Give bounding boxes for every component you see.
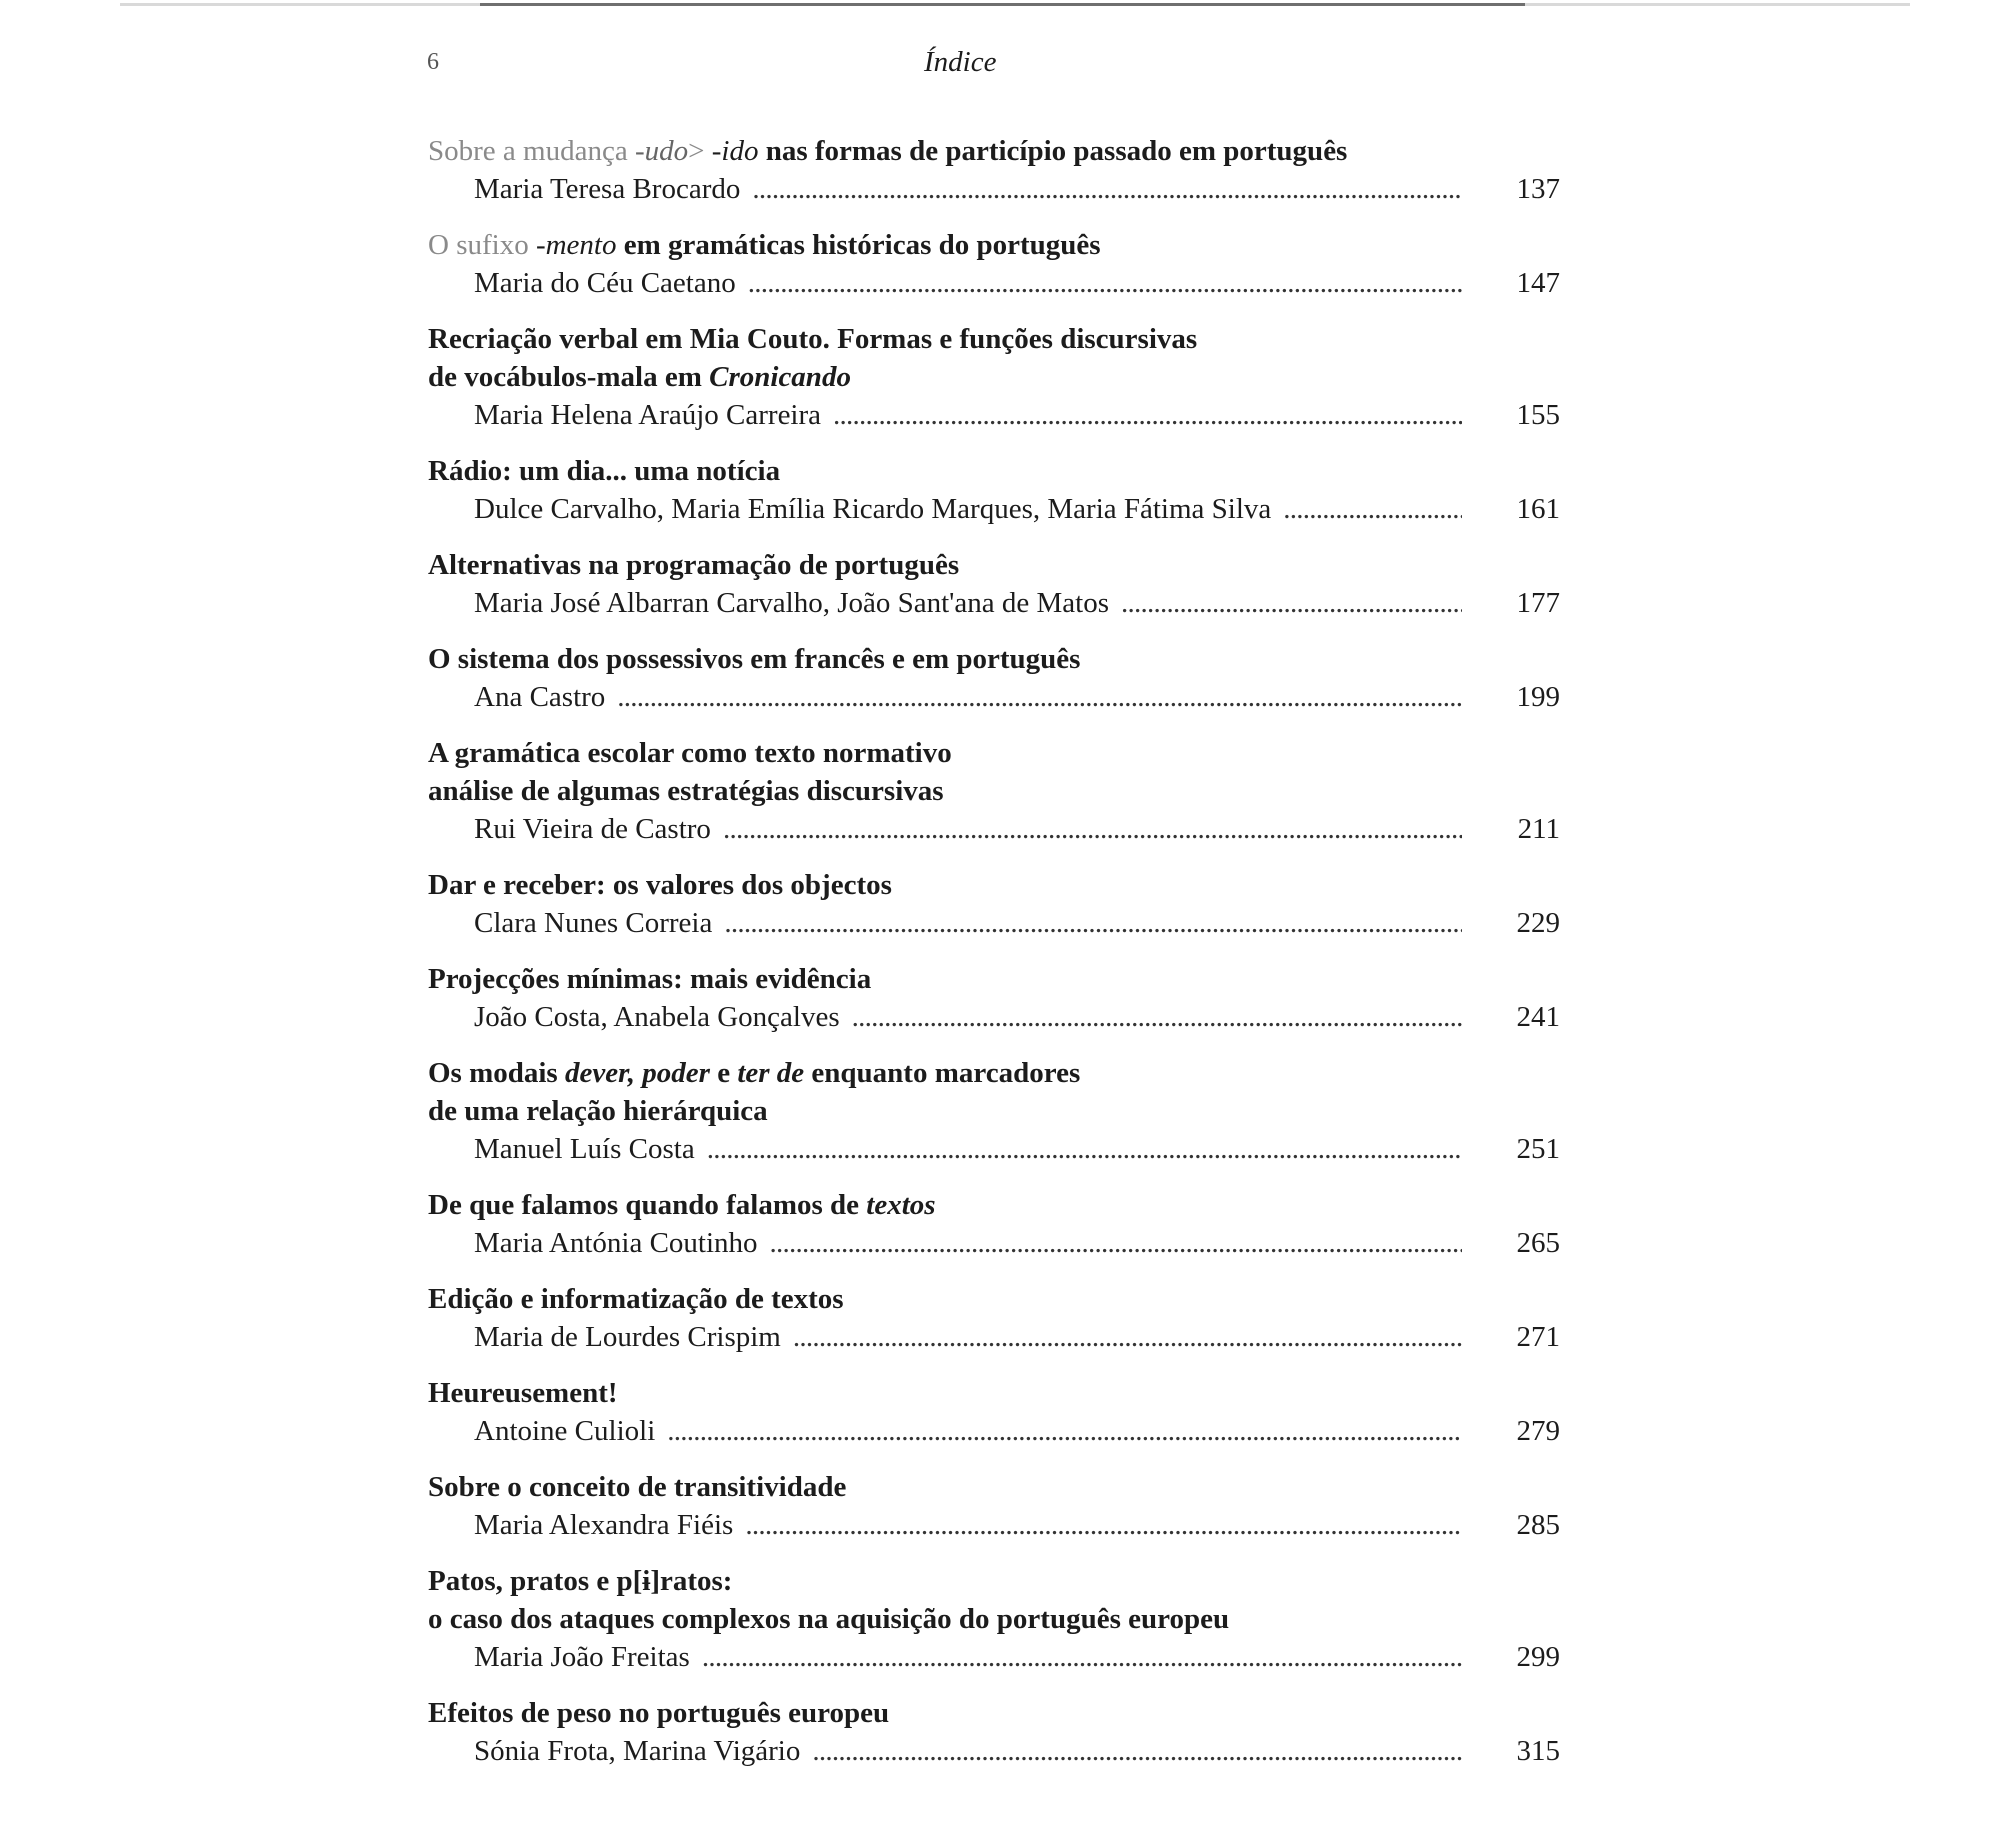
dot-leader	[702, 1638, 1462, 1676]
toc-entry-author: Maria Teresa Brocardo	[474, 173, 741, 205]
toc-entry-page-number: 229	[1516, 907, 1560, 939]
title-segment: Rádio: um dia... uma notícia	[428, 455, 781, 487]
toc-entry-page-number: 251	[1516, 1133, 1560, 1165]
title-segment: nas formas de particípio passado em português	[758, 135, 1348, 167]
dot-leader	[724, 904, 1462, 942]
toc-entry-author-line	[428, 264, 1560, 302]
toc-entry	[428, 132, 1560, 208]
title-segment: Recriação verbal em Mia Couto. Formas e funções discursivas	[428, 323, 1198, 355]
toc-entry-page-number: 285	[1516, 1509, 1560, 1541]
toc-entry	[428, 452, 1560, 528]
toc-entry-title	[428, 772, 1560, 810]
toc-entry-title	[428, 1374, 1560, 1412]
toc-entry-title	[428, 1092, 1560, 1130]
toc-entry-author: Maria de Lourdes Crispim	[474, 1321, 781, 1353]
toc-entry-page-number: 265	[1516, 1227, 1560, 1259]
title-segment: e	[709, 1057, 738, 1089]
toc-entry	[428, 1186, 1560, 1262]
dot-leader	[1283, 490, 1462, 528]
dot-leader	[723, 810, 1462, 848]
title-segment: enquanto marcadores	[804, 1057, 1081, 1089]
toc-entry-author: João Costa, Anabela Gonçalves	[474, 1001, 840, 1033]
dot-leader	[707, 1130, 1462, 1168]
toc-entry-author: Maria Helena Araújo Carreira	[474, 399, 822, 431]
toc-entry-page-number: 241	[1516, 1001, 1560, 1033]
toc-entry	[428, 1280, 1560, 1356]
toc-entry-author-line	[428, 810, 1560, 848]
title-segment: De que falamos quando falamos de	[428, 1189, 867, 1221]
toc-entry	[428, 1694, 1560, 1770]
toc-entry	[428, 1374, 1560, 1450]
title-segment: Dar e receber: os valores dos objectos	[428, 869, 892, 901]
toc-entry-author: Maria José Albarran Carvalho, João Sant'ana de Matos	[474, 587, 1109, 619]
toc-entry-title	[428, 132, 1560, 170]
title-segment: Projecções mínimas: mais evidência	[428, 963, 872, 995]
toc-entry-author-line	[428, 1732, 1560, 1770]
toc-entry	[428, 960, 1560, 1036]
title-segment: Sobre o conceito de transitividade	[428, 1471, 847, 1503]
toc-entry-author: Maria Antónia Coutinho	[474, 1227, 758, 1259]
toc-entry-author-line	[428, 998, 1560, 1036]
toc-entry-author-line	[428, 678, 1560, 716]
toc-entry-author-line	[428, 1412, 1560, 1450]
title-segment: O sufixo	[428, 229, 536, 261]
title-segment: O sistema dos possessivos em francês e em português	[428, 643, 1081, 675]
title-segment: Cronicando	[709, 361, 851, 393]
title-segment: -udo	[634, 135, 689, 167]
toc-entry	[428, 226, 1560, 302]
toc-entry-author-line	[428, 396, 1560, 434]
title-segment: de uma relação hierárquica	[428, 1095, 768, 1127]
title-segment: A gramática escolar como texto normativo	[428, 737, 952, 769]
toc-entry	[428, 866, 1560, 942]
toc-entry-author: Antoine Culioli	[474, 1415, 656, 1447]
toc-entry-author: Maria do Céu Caetano	[474, 267, 736, 299]
toc-entry	[428, 320, 1560, 434]
toc-entry-page-number: 199	[1516, 681, 1560, 713]
toc-entry-title	[428, 320, 1560, 358]
title-segment: Edição e informatização de textos	[428, 1283, 844, 1315]
dot-leader	[752, 170, 1462, 208]
dot-leader	[748, 264, 1462, 302]
dot-leader	[793, 1318, 1462, 1356]
toc-entry	[428, 1468, 1560, 1544]
dot-leader	[745, 1506, 1462, 1544]
toc-entry-title	[428, 960, 1560, 998]
toc-entry-page-number: 299	[1516, 1641, 1560, 1673]
toc-entry-title	[428, 1562, 1560, 1600]
title-segment: -ido	[711, 135, 759, 167]
title-segment: ter de	[737, 1057, 805, 1089]
toc-entry-page-number: 211	[1517, 813, 1560, 845]
dot-leader	[812, 1732, 1462, 1770]
toc-entry-title	[428, 1468, 1560, 1506]
toc-entry-title	[428, 734, 1560, 772]
toc-entry	[428, 1054, 1560, 1168]
toc-entry-page-number: 147	[1516, 267, 1560, 299]
dot-leader	[852, 998, 1462, 1036]
toc-entry-author: Clara Nunes Correia	[474, 907, 713, 939]
toc-entry-author-line	[428, 1224, 1560, 1262]
dot-leader	[770, 1224, 1462, 1262]
title-segment: Efeitos de peso no português europeu	[428, 1697, 890, 1729]
toc-entry-page-number: 137	[1516, 173, 1560, 205]
toc-entry-title	[428, 226, 1560, 264]
toc-entry-author-line	[428, 1638, 1560, 1676]
toc-entry-author-line	[428, 1130, 1560, 1168]
toc-entry-author-line	[428, 1318, 1560, 1356]
toc-entry-title	[428, 1054, 1560, 1092]
title-segment: textos	[866, 1189, 936, 1221]
toc-entry-title	[428, 640, 1560, 678]
title-segment: de vocábulos-mala em	[428, 361, 710, 393]
running-head: Índice	[924, 46, 997, 78]
toc-entry	[428, 640, 1560, 716]
toc-entry-author: Dulce Carvalho, Maria Emília Ricardo Marques, Maria Fátima Silva	[474, 493, 1272, 525]
toc-entry-page-number: 177	[1516, 587, 1560, 619]
toc-entry	[428, 546, 1560, 622]
toc-entry-author: Maria João Freitas	[474, 1641, 690, 1673]
title-segment: Patos, pratos e p[ɨ]ratos:	[428, 1565, 733, 1597]
toc-entry-title	[428, 358, 1560, 396]
toc-entry-author: Rui Vieira de Castro	[474, 813, 711, 845]
toc-entry-page-number: 271	[1516, 1321, 1560, 1353]
toc-entry-author: Maria Alexandra Fiéis	[474, 1509, 734, 1541]
title-segment: análise de algumas estratégias discursivas	[428, 775, 944, 807]
toc-entry-author-line	[428, 904, 1560, 942]
dot-leader	[667, 1412, 1462, 1450]
title-segment: -mento	[535, 229, 617, 261]
toc-entry-author-line	[428, 490, 1560, 528]
toc-entry-title	[428, 1600, 1560, 1638]
toc-entry-title	[428, 546, 1560, 584]
table-of-contents	[428, 132, 1560, 1788]
title-segment: o caso dos ataques complexos na aquisição do português europeu	[428, 1603, 1230, 1635]
toc-entry-title	[428, 866, 1560, 904]
toc-entry-author: Ana Castro	[474, 681, 606, 713]
toc-entry-author: Sónia Frota, Marina Vigário	[474, 1735, 801, 1767]
page-number: 6	[427, 49, 439, 75]
title-segment: em gramáticas históricas do português	[616, 229, 1101, 261]
toc-entry	[428, 734, 1560, 848]
toc-entry-author-line	[428, 584, 1560, 622]
title-segment: >	[688, 135, 712, 167]
toc-entry-title	[428, 452, 1560, 490]
dot-leader	[617, 678, 1462, 716]
title-segment: Sobre a mudança	[428, 135, 635, 167]
toc-entry-page-number: 315	[1516, 1735, 1560, 1767]
title-segment: dever, poder	[564, 1057, 710, 1089]
dot-leader	[833, 396, 1462, 434]
title-segment: Alternativas na programação de português	[428, 549, 960, 581]
toc-entry-title	[428, 1280, 1560, 1318]
dot-leader	[1121, 584, 1462, 622]
title-segment: Os modais	[428, 1057, 565, 1089]
toc-entry-author-line	[428, 170, 1560, 208]
toc-entry-page-number: 161	[1516, 493, 1560, 525]
toc-entry-page-number: 279	[1516, 1415, 1560, 1447]
toc-entry-title	[428, 1186, 1560, 1224]
top-border-rule-dark	[480, 3, 1525, 6]
toc-entry-author: Manuel Luís Costa	[474, 1133, 695, 1165]
toc-entry	[428, 1562, 1560, 1676]
toc-entry-title	[428, 1694, 1560, 1732]
toc-entry-author-line	[428, 1506, 1560, 1544]
title-segment: Heureusement!	[428, 1377, 618, 1409]
toc-entry-page-number: 155	[1516, 399, 1560, 431]
